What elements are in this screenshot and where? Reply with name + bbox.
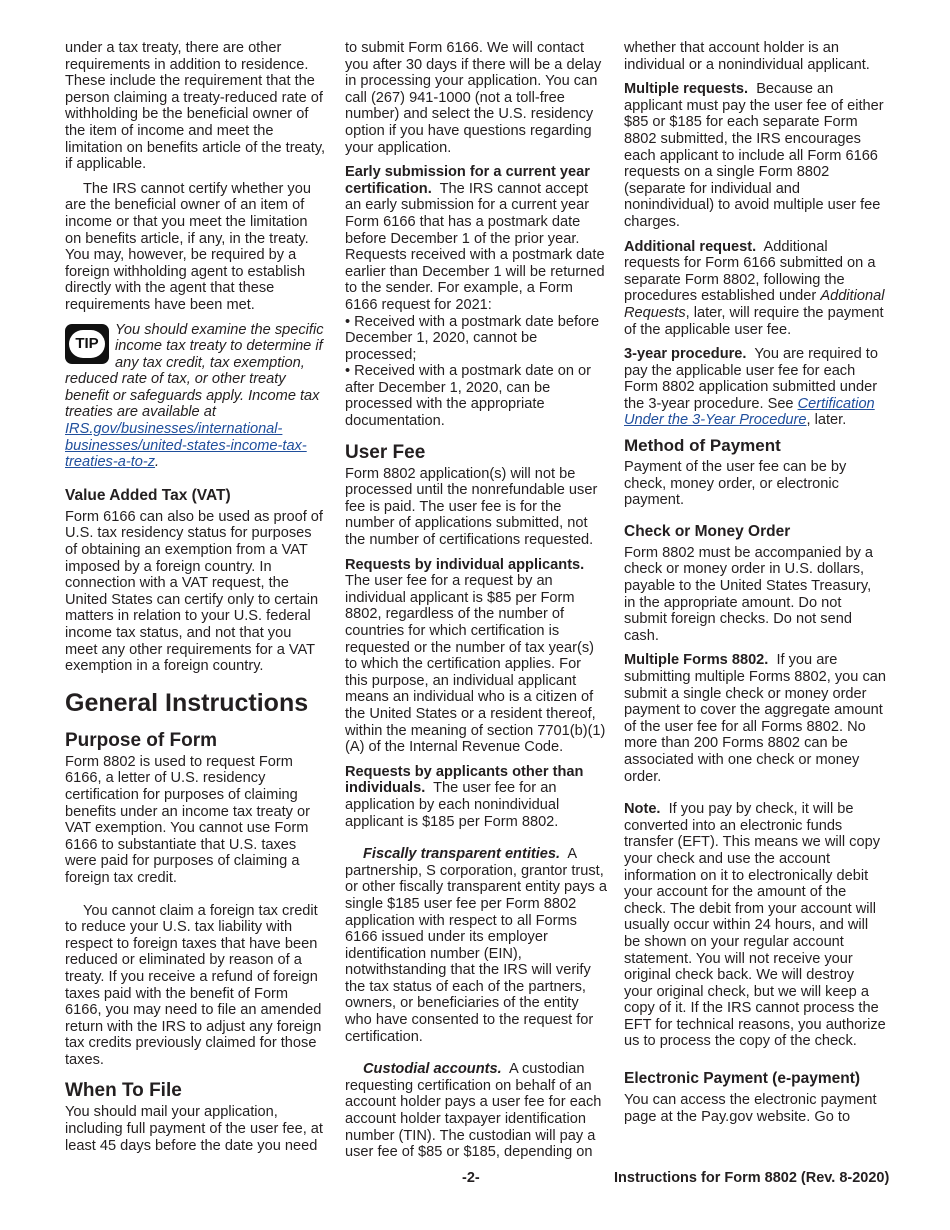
purpose-heading: Purpose of Form [65, 729, 218, 751]
column-2 [345, 40, 607, 1169]
list-item: • Received with a postmark date on or after December 1, 2020, can be processed with the appropriate documentation. [345, 363, 592, 430]
custodial-accounts-paragraph: Custodial accounts. A custodian requesting certification on behalf of an account holder pays a user fee for each account holder taxpayer identification number (TIN). The custodian will pay a user fee of $85 or $185, depending on [345, 1061, 602, 1161]
paragraph: whether that account holder is an individual or a nonindividual applicant. [624, 40, 870, 73]
method-of-payment-heading: Method of Payment [624, 436, 781, 456]
other-requests-paragraph: Requests by applicants other than individuals. The user fee for an application by each nonindividual applicant is $185 per Form 8802. [345, 763, 584, 830]
fiscal-entities-paragraph: Fiscally transparent entities. A partnership, S corporation, grantor trust, or other fiscally transparent entity pays a single $185 user fee per Form 8802 application with respect to all Forms 6166 issued under its employer identification number (EIN), notwithstanding that the IRS will verify the tax status of each of the partners, owners, or beneficiaries of the entity who have consented to the request for certification. [345, 846, 608, 1045]
electronic-payment-text: You can access the electronic payment page at the Pay.gov website. Go to [624, 1092, 877, 1125]
general-instructions-heading: General Instructions [65, 688, 309, 717]
vat-heading: Value Added Tax (VAT) [65, 486, 231, 504]
when-to-file-heading: When To File [65, 1080, 182, 1102]
note-paragraph: Note. If you pay by check, it will be converted into an electronic funds transfer (EFT). This means we will copy your check and use the account information on it to electronically debit your account for the amount of the check. The debit from your account will usually occur within 24 hours, and will be shown on your regular account statement. You will not receive your original check back. We will destroy your original check, but we will keep a copy of it. If the IRS cannot process the EFT for technical reasons, you authorize us to process the copy of the check. [624, 801, 886, 1050]
treaty-link[interactable]: IRS.gov/businesses/international-businesses/united-states-income-tax-treaties-a-to-z [65, 421, 307, 471]
three-year-procedure-link[interactable]: Certification Under the 3-Year Procedure [624, 395, 875, 429]
purpose-text-2: You cannot claim a foreign tax credit to reduce your U.S. tax liability with respect to foreign taxes that have been reduced or eliminated by reason of a treaty. If you receive a refund of foreign taxes paid with the benefit of Form 6166, you may need to file an amended return with the IRS to adjust any foreign tax credits previously claimed for those taxes. [65, 902, 322, 1068]
paragraph: The IRS cannot certify whether you are the beneficial owner of an item of income or that you meet the limitation on benefits article, if any, in the treaty. You may, however, be required by a foreign withholding agent to establish directly with the agent that these requirements have been met. [65, 180, 311, 313]
footer-title: Instructions for Form 8802 (Rev. 8-2020) [614, 1170, 890, 1186]
check-money-order-text: Form 8802 must be accompanied by a check or money order in U.S. dollars, payable to the United States Treasury, in the appropriate amount. Do not submit foreign checks. Do not send cash. [624, 544, 874, 644]
when-to-file-text: You should mail your application, including full payment of the user fee, at least 45 days before the date you need [65, 1104, 323, 1154]
additional-request-paragraph: Additional request. Additional requests for Form 6166 submitted on a separate Form 8802, following the procedures established under Additional Requests, later, will require the payment of the applicable user fee. [624, 238, 885, 338]
vat-text: Form 6166 can also be used as proof of U.S. tax residency status for purposes of obtaining an exemption from a VAT imposed by a foreign country. In connection with a VAT request, the United States can certify only to certain matters in relation to your U.S. federal income tax status, and not that you meet any other requirements for a VAT exemption in a foreign country. [65, 508, 323, 675]
early-submission-paragraph: Early submission for a current year certification. The IRS cannot accept an early submission for a current year Form 6166 that has a postmark date before December 1 of the prior year. Requests received with a postmark date earlier than December 1 will be returned to the sender. For example, a Form 6166 request for 2021: [345, 164, 605, 313]
user-fee-text: Form 8802 application(s) will not be processed until the nonrefundable user fee is paid. The user fee is for the number of applications submitted, not the number of certifications requested. [345, 465, 598, 549]
check-money-order-heading: Check or Money Order [624, 522, 791, 540]
method-of-payment-text: Payment of the user fee can be by check, money order, or electronic payment. [624, 459, 847, 509]
column-1 [65, 40, 327, 1162]
tip-text: You should examine the specific income tax treaty to determine if any tax credit, tax exemption, reduced rate of tax, or other treaty benefit or safeguards apply. Income tax treaties are available at [65, 321, 324, 421]
user-fee-heading: User Fee [345, 441, 426, 463]
paragraph: under a tax treaty, there are other requirements in addition to residence. These include the requirement that the person claiming a treaty-reduced rate of withholding be the beneficial owner of the item of income and meet the limitation on benefits article of the treaty, if applicable. [65, 40, 326, 173]
purpose-text: Form 8802 is used to request Form 6166, a letter of U.S. residency certification for purposes of claiming benefits under an income tax treaty or VAT exemption. You cannot use Form 6166 to substantiate that U.S. taxes were paid for purposes of claiming a foreign tax credit. [65, 753, 310, 886]
page-number: -2- [462, 1170, 480, 1186]
tip-box: TIP You should examine the specific income tax treaty to determine if any tax credit, tax exemption, reduced rate of tax, or other treaty benefit or safeguards apply. Income tax treaties are available at IRS.gov/businesses/international-businesses/united-states-income-tax-treaties-a-to-z. [65, 321, 324, 471]
tip-icon: TIP [65, 324, 109, 364]
electronic-payment-heading: Electronic Payment (e-payment) [624, 1070, 861, 1088]
multiple-requests-paragraph: Multiple requests. Because an applicant must pay the user fee of either $85 or $185 for each separate Form 8802 submitted, the IRS encourages each applicant to include all Form 6166 requests on a single Form 8802 (separate for individual and nonindividual) to avoid multiple user fee charges. [624, 81, 884, 230]
multiple-forms-paragraph: Multiple Forms 8802. If you are submitting multiple Forms 8802, you can submit a single check or money order payment to cover the aggregate amount of the user fee for all Forms 8802. No more than 200 Forms 8802 can be associated with one check or money order. [624, 652, 886, 785]
paragraph: to submit Form 6166. We will contact you after 30 days if there will be a delay in processing your application. You can call (267) 941-1000 (not a toll-free number) and select the U.S. residency option if you have questions regarding your application. [345, 40, 602, 156]
list-item: • Received with a postmark date before December 1, 2020, cannot be processed; [345, 313, 600, 363]
column-3 [624, 40, 886, 1133]
individual-requests-paragraph: Requests by individual applicants. The user fee for a request by an individual applicant is $85 per Form 8802, regardless of the number of countries for which certification is requested or the number of tax year(s) to which the certification applies. For this purpose, an individual applicant means an individual who is a citizen of the United States or a resident thereof, within the meaning of section 7701(b)(1)(A) of the Internal Revenue Code. [345, 556, 606, 756]
three-year-procedure-paragraph: 3-year procedure. You are required to pay the applicable user fee for each Form 8802 application submitted under the 3-year procedure. See Certification Under the 3-Year Procedure, later. [624, 346, 878, 429]
